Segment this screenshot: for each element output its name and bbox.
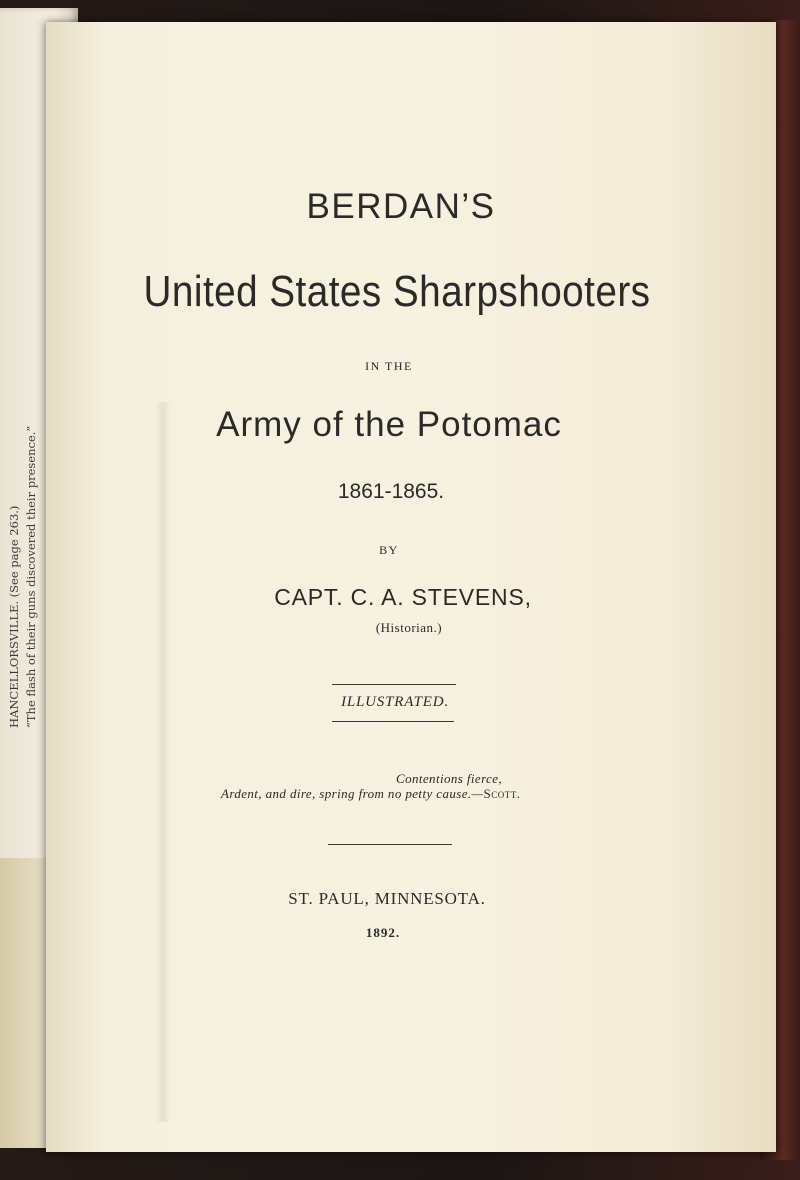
epigraph-line-1: Contentions fierce,: [396, 771, 503, 786]
title-connector: IN THE: [365, 359, 413, 373]
illustrated-label: ILLUSTRATED.: [341, 694, 449, 710]
epigraph-attribution: Scott.: [483, 786, 521, 801]
title-heading: BERDAN’S: [306, 187, 496, 226]
book-subtitle: Army of the Potomac: [216, 405, 562, 444]
epigraph-line-2-text: Ardent, and dire, spring from no petty cause.—: [221, 786, 484, 801]
author-name: CAPT. C. A. STEVENS,: [274, 584, 532, 610]
title-page-content: [46, 22, 776, 1152]
title-page: [46, 22, 776, 1152]
publication-place: ST. PAUL, MINNESOTA.: [288, 889, 486, 908]
facing-caption-line-1: HANCELLORSVILLE. (See page 263.): [7, 505, 21, 728]
book-title: United States Sharpshooters: [143, 267, 651, 316]
author-role: (Historian.): [375, 620, 443, 635]
rule-above-imprint: [328, 844, 452, 845]
rule-above-illustrated: [332, 684, 456, 685]
epigraph-line-2: [221, 786, 520, 802]
facing-caption-line-2: “The flash of their guns discovered their presence.”: [24, 425, 38, 728]
publication-year: 1892.: [365, 925, 401, 940]
by-label: BY: [379, 543, 399, 557]
years-covered: 1861-1865.: [337, 480, 445, 503]
rule-below-illustrated: [332, 721, 454, 722]
